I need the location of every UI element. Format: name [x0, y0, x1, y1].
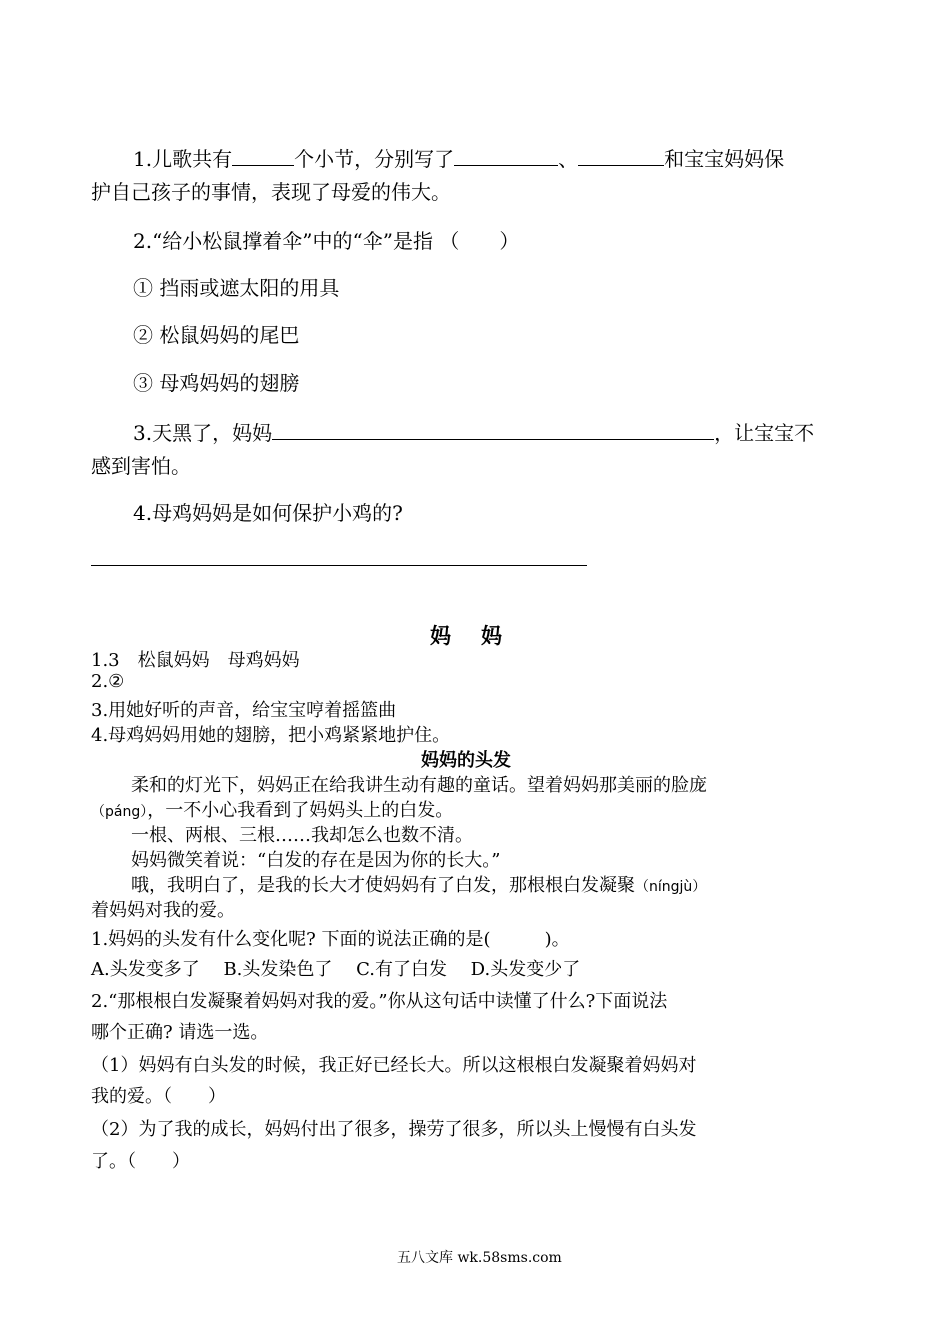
question-1-line-2: 护自己孩子的事情，表现了母爱的伟大。 — [91, 180, 451, 204]
reading-p1-line-2 — [91, 796, 453, 822]
reading-question-1-options: A.头发变多了 B.头发染色了 C.有了白发 D.头发变少了 — [91, 959, 581, 980]
reading-q2-option-1-line-1: （1）妈妈有白头发的时候，我正好已经长大。所以这根根白发凝聚着妈妈对 — [91, 1055, 697, 1076]
q1-blank-second[interactable] — [578, 164, 664, 166]
answer-4: 4.母鸡妈妈用她的翅膀，把小鸡紧紧地护住。 — [91, 725, 451, 746]
footer-watermark: 五八文库 wk.58sms.com — [397, 1250, 562, 1266]
question-4: 4.母鸡妈妈是如何保护小鸡的? — [133, 501, 403, 525]
reading-question-1: 1.妈妈的头发有什么变化呢? 下面的说法正确的是( )。 — [91, 929, 570, 950]
q1-separator: 、 — [558, 147, 579, 171]
q1-text-a: 1.儿歌共有 — [133, 147, 233, 171]
reading-q2-option-1-line-2: 我的爱。（ ） — [91, 1086, 226, 1107]
answer-3: 3.用她好听的声音，给宝宝哼着摇篮曲 — [91, 700, 397, 721]
reading-question-2-line-1: 2.“那根根白发凝聚着妈妈对我的爱。”你从这句话中读懂了什么?下面说法 — [91, 991, 668, 1012]
question-2-option-3: ③ 母鸡妈妈的翅膀 — [133, 371, 300, 395]
reading-q2-option-2-line-1: （2）为了我的成长，妈妈付出了很多，操劳了很多，所以头上慢慢有白头发 — [91, 1119, 697, 1140]
question-2: 2.“给小松鼠撑着伞”中的“伞”是指 （ ） — [133, 229, 520, 253]
reading-p4-line-2: 着妈妈对我的爱。 — [91, 900, 235, 921]
q1-text-b: 个小节，分别写了 — [294, 147, 455, 171]
reading-q2-option-2-line-2: 了。（ ） — [91, 1151, 190, 1172]
q1-text-c: 和宝宝妈妈保 — [664, 147, 785, 171]
answer-2: 2.② — [91, 671, 125, 692]
q3-blank[interactable] — [272, 438, 714, 440]
reading-p1-line-1: 柔和的灯光下，妈妈正在给我讲生动有趣的童话。望着妈妈那美丽的脸庞 — [131, 775, 707, 796]
q1-blank-count[interactable] — [232, 164, 294, 166]
q3-text-b: ，让宝宝不 — [714, 421, 815, 445]
answer-1: 1.3 松鼠妈妈 母鸡妈妈 — [91, 650, 300, 671]
reading-p2: 一根、两根、三根……我却怎么也数不清。 — [131, 825, 473, 846]
question-4-answer-line[interactable] — [91, 565, 587, 566]
question-2-option-1: ① 挡雨或遮太阳的用具 — [133, 276, 340, 300]
reading-p4-text: 哦，我明白了，是我的长大才使妈妈有了白发，那根根白发凝聚 — [131, 875, 635, 896]
question-1-line-1 — [133, 143, 784, 172]
q3-text-a: 3.天黑了，妈妈 — [133, 421, 273, 445]
question-3-line-2: 感到害怕。 — [91, 454, 191, 478]
pinyin-pang: （páng） — [91, 804, 148, 820]
reading-question-2-line-2: 哪个正确? 请选一选。 — [91, 1022, 269, 1043]
question-2-option-2: ② 松鼠妈妈的尾巴 — [133, 323, 300, 347]
answers-title: 妈妈 — [430, 623, 532, 648]
reading-p3: 妈妈微笑着说：“白发的存在是因为你的长大。” — [131, 850, 501, 871]
reading-title: 妈妈的头发 — [421, 750, 511, 771]
reading-p4-line-1 — [131, 871, 706, 897]
reading-p1-text: ，一不小心我看到了妈妈头上的白发。 — [147, 800, 454, 821]
q1-blank-first[interactable] — [454, 164, 558, 166]
pinyin-ningju: （níngjù） — [635, 879, 707, 895]
question-3-line-1 — [133, 417, 814, 446]
